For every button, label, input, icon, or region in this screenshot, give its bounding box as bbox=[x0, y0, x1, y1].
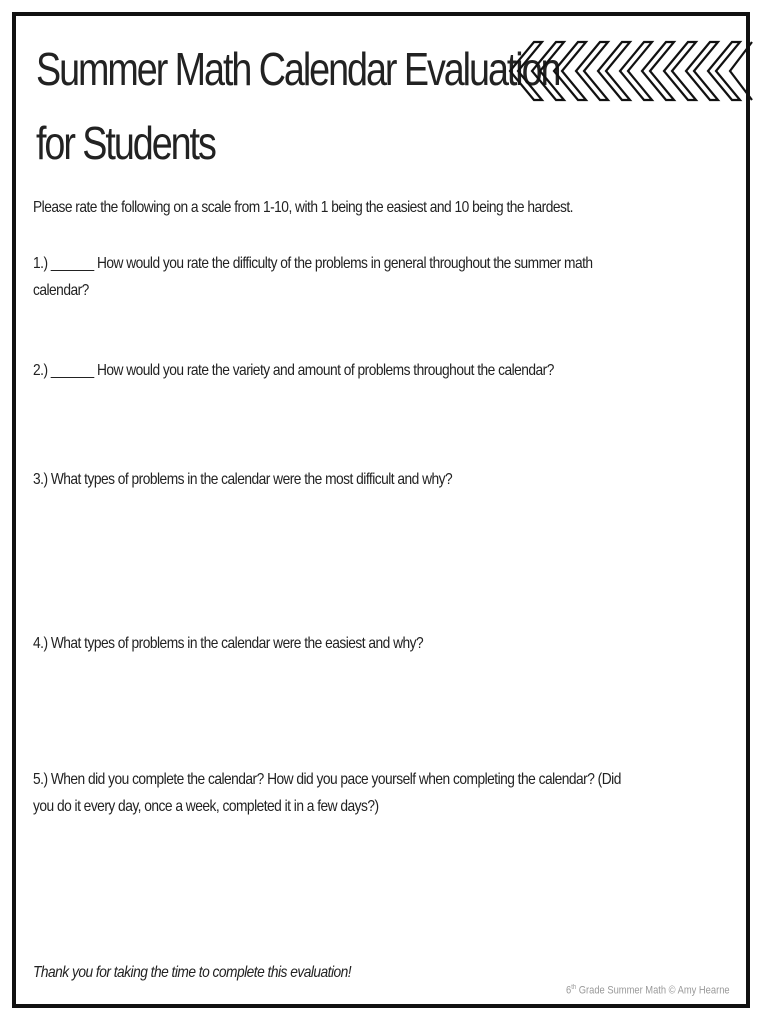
question-2 bbox=[33, 357, 554, 384]
question-5-line-1: 5.) When did you complete the calendar? How did you pace yourself when completing the calendar? (Did bbox=[33, 771, 621, 788]
question-3-line-1: 3.) What types of problems in the calendar were the most difficult and why? bbox=[33, 471, 453, 488]
evaluation-page bbox=[12, 12, 750, 1008]
question-1-line-2: calendar? bbox=[33, 282, 89, 299]
page-title-line-2: for Students bbox=[36, 117, 215, 169]
footer-credit bbox=[566, 984, 730, 997]
question-3 bbox=[33, 466, 452, 493]
footer-grade-number: 6 bbox=[566, 984, 572, 997]
page-title-line-1: Summer Math Calendar Evaluation bbox=[36, 43, 560, 95]
question-4-line-1: 4.) What types of problems in the calendar were the easiest and why? bbox=[33, 635, 424, 652]
chevron-arrows-icon bbox=[506, 36, 756, 106]
footer-credit-text: Grade Summer Math © Amy Hearne bbox=[576, 984, 730, 997]
question-4 bbox=[33, 630, 423, 657]
thank-you-note: Thank you for taking the time to complete this evaluation! bbox=[33, 964, 352, 981]
question-1-line-1: 1.) ______ How would you rate the difficulty of the problems in general throughout the summer math bbox=[33, 255, 593, 272]
question-1 bbox=[33, 250, 593, 304]
footer-grade-suffix: th bbox=[571, 984, 577, 991]
question-5 bbox=[33, 766, 621, 820]
instructions-text: Please rate the following on a scale from 1-10, with 1 being the easiest and 10 being the hardest. bbox=[33, 199, 573, 216]
question-2-line-1: 2.) ______ How would you rate the variety and amount of problems throughout the calendar? bbox=[33, 362, 554, 379]
question-5-line-2: you do it every day, once a week, completed it in a few days?) bbox=[33, 798, 379, 815]
